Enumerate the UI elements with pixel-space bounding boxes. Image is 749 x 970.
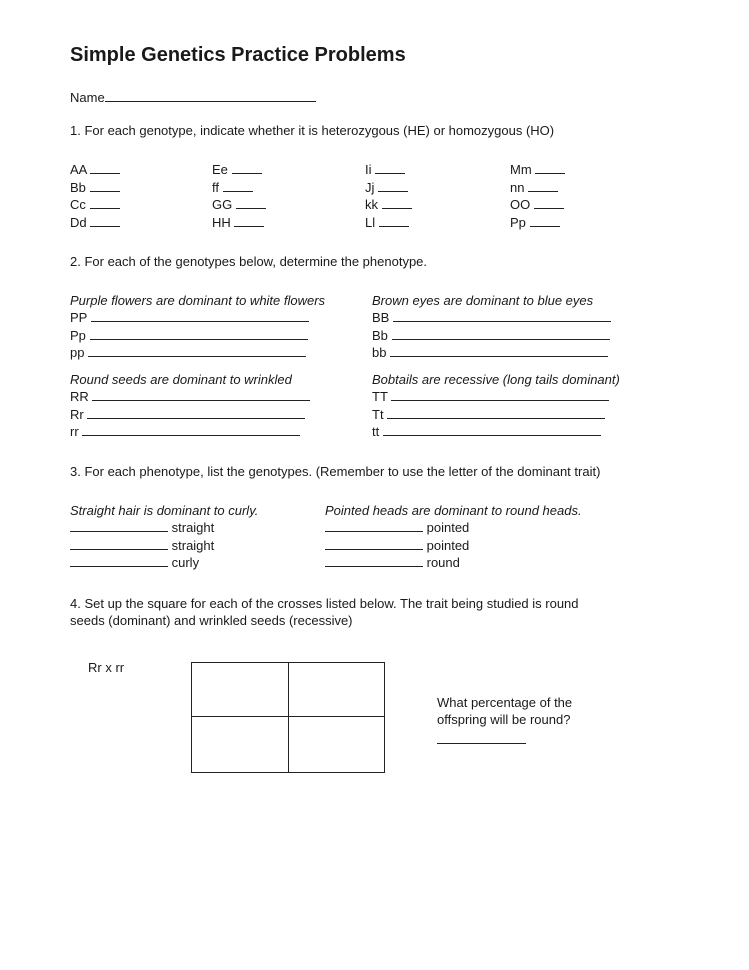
answer-blank[interactable] [392, 327, 610, 340]
genotype-item[interactable] [70, 388, 310, 406]
q3-block-straight-hair [70, 502, 258, 572]
q1-column-3 [365, 161, 412, 231]
punnett-cell[interactable] [289, 663, 384, 716]
answer-blank[interactable] [70, 554, 168, 567]
genotype-label: OO [510, 197, 531, 212]
answer-blank[interactable] [90, 214, 120, 227]
block-heading: Pointed heads are dominant to round heads. [325, 503, 582, 518]
genotype-label: Mm [510, 162, 532, 177]
phenotype-item[interactable] [70, 554, 258, 572]
percentage-question-line-2: offspring will be round? [437, 712, 571, 727]
genotype-item[interactable] [212, 161, 266, 179]
name-blank[interactable] [105, 89, 316, 102]
genotype-item[interactable] [70, 196, 120, 214]
genotype-label: Ii [365, 162, 372, 177]
phenotype-label: pointed [426, 520, 470, 535]
question-1-prompt: 1. For each genotype, indicate whether it is heterozygous (HE) or homozygous (HO) [70, 123, 555, 138]
question-2-prompt: 2. For each of the genotypes below, determine the phenotype. [70, 254, 428, 269]
page-title: Simple Genetics Practice Problems [70, 44, 406, 66]
answer-blank[interactable] [90, 179, 120, 192]
answer-blank[interactable] [236, 196, 266, 209]
genotype-label: PP [70, 310, 88, 325]
q2-block-brown-eyes [372, 292, 611, 362]
genotype-item[interactable] [510, 179, 565, 197]
answer-blank[interactable] [325, 519, 423, 532]
genotype-item[interactable] [365, 214, 412, 232]
genotype-label: TT [372, 389, 388, 404]
answer-blank[interactable] [375, 161, 405, 174]
phenotype-label: straight [171, 520, 215, 535]
answer-blank[interactable] [534, 196, 564, 209]
punnett-cell[interactable] [289, 717, 384, 772]
phenotype-label: curly [171, 555, 200, 570]
cross-label: Rr x rr [88, 660, 125, 675]
answer-blank[interactable] [82, 423, 300, 436]
phenotype-label: straight [171, 537, 215, 553]
genotype-item[interactable] [510, 214, 565, 232]
genotype-item[interactable] [365, 179, 412, 197]
genotype-label: Ll [365, 214, 376, 230]
phenotype-label: pointed [426, 537, 470, 553]
punnett-square [191, 662, 385, 773]
question-4-prompt-line-2: seeds (dominant) and wrinkled seeds (recessive) [70, 613, 353, 628]
answer-blank[interactable] [530, 214, 560, 227]
genotype-label: Bb [70, 179, 86, 195]
q1-column-4 [510, 161, 565, 231]
genotype-item[interactable] [70, 161, 120, 179]
answer-blank[interactable] [382, 196, 412, 209]
genotype-label: ff [212, 179, 219, 195]
genotype-item[interactable] [510, 161, 565, 179]
name-field[interactable] [70, 89, 316, 106]
q2-block-bobtails [372, 371, 620, 441]
genotype-label: BB [372, 310, 390, 325]
answer-blank[interactable] [88, 344, 306, 357]
answer-blank[interactable] [325, 554, 423, 567]
genotype-item[interactable] [212, 196, 266, 214]
answer-blank[interactable] [90, 196, 120, 209]
answer-blank[interactable] [387, 406, 605, 419]
answer-blank[interactable] [383, 423, 601, 436]
answer-blank[interactable] [234, 214, 264, 227]
phenotype-item[interactable] [70, 537, 258, 555]
phenotype-label: round [426, 555, 460, 570]
genotype-item[interactable] [365, 196, 412, 214]
genotype-item[interactable] [70, 179, 120, 197]
genotype-label: Pp [510, 214, 526, 230]
block-heading: Purple flowers are dominant to white flowers [70, 293, 326, 308]
answer-blank[interactable] [70, 537, 168, 550]
percentage-question-line-1: What percentage of the [437, 695, 573, 710]
answer-blank[interactable] [391, 388, 609, 401]
answer-blank[interactable] [528, 179, 558, 192]
genotype-item[interactable] [70, 406, 310, 424]
punnett-cell[interactable] [192, 663, 288, 716]
block-heading: Straight hair is dominant to curly. [70, 503, 259, 518]
genotype-item[interactable] [372, 423, 620, 441]
genotype-item[interactable] [372, 406, 620, 424]
name-label: Name [70, 90, 105, 105]
genotype-label: Bb [372, 327, 388, 343]
answer-blank[interactable] [535, 161, 565, 174]
genotype-item[interactable] [365, 161, 412, 179]
phenotype-item[interactable] [325, 519, 582, 537]
genotype-item[interactable] [212, 214, 266, 232]
answer-blank[interactable] [378, 179, 408, 192]
answer-blank[interactable] [90, 327, 308, 340]
answer-blank[interactable] [325, 537, 423, 550]
answer-blank[interactable] [379, 214, 409, 227]
genotype-label: Jj [365, 179, 375, 195]
genotype-label: Pp [70, 327, 86, 343]
genotype-label: Ee [212, 162, 228, 177]
answer-blank[interactable] [90, 161, 120, 174]
answer-blank[interactable] [393, 309, 611, 322]
genotype-item[interactable] [70, 327, 325, 345]
block-heading: Round seeds are dominant to wrinkled [70, 372, 292, 387]
block-heading: Bobtails are recessive (long tails dominant) [372, 372, 620, 387]
genotype-item[interactable] [510, 196, 565, 214]
genotype-label: rr [70, 424, 79, 439]
genotype-label: Rr [70, 406, 84, 422]
genotype-item[interactable] [372, 327, 611, 345]
phenotype-item[interactable] [70, 519, 258, 537]
answer-blank[interactable] [70, 519, 168, 532]
phenotype-item[interactable] [325, 537, 582, 555]
genotype-label: Dd [70, 214, 87, 230]
genotype-label: Tt [372, 406, 384, 422]
genotype-label: kk [365, 197, 378, 212]
question-4-prompt-line-1: 4. Set up the square for each of the crosses listed below. The trait being studied is round [70, 596, 579, 611]
genotype-label: HH [212, 214, 231, 230]
genotype-item[interactable] [372, 388, 620, 406]
q1-column-2 [212, 161, 266, 231]
question-3-prompt: 3. For each phenotype, list the genotypes. (Remember to use the letter of the dominant trait) [70, 464, 601, 479]
answer-blank[interactable] [91, 309, 309, 322]
genotype-label: RR [70, 389, 89, 404]
genotype-item[interactable] [70, 214, 120, 232]
genotype-label: tt [372, 424, 380, 439]
q2-block-round-seeds [70, 371, 310, 441]
genotype-label: AA [70, 162, 87, 177]
answer-blank[interactable] [437, 731, 526, 744]
answer-blank[interactable] [232, 161, 262, 174]
percentage-answer[interactable] [437, 731, 526, 749]
genotype-item[interactable] [70, 423, 310, 441]
answer-blank[interactable] [87, 406, 305, 419]
genotype-item[interactable] [212, 179, 266, 197]
q3-block-pointed-heads [325, 502, 582, 572]
genotype-label: Cc [70, 197, 86, 212]
phenotype-item[interactable] [325, 554, 582, 572]
answer-blank[interactable] [92, 388, 310, 401]
genotype-item[interactable] [372, 309, 611, 327]
genotype-label: nn [510, 179, 525, 195]
genotype-label: bb [372, 345, 387, 360]
q1-column-1 [70, 161, 120, 231]
genotype-label: GG [212, 197, 233, 212]
genotype-item[interactable] [70, 344, 325, 362]
answer-blank[interactable] [390, 344, 608, 357]
block-heading: Brown eyes are dominant to blue eyes [372, 293, 594, 308]
genotype-item[interactable] [70, 309, 325, 327]
genotype-label: pp [70, 345, 85, 360]
punnett-cell[interactable] [192, 717, 288, 772]
q2-block-purple-flowers [70, 292, 325, 362]
genotype-item[interactable] [372, 344, 611, 362]
answer-blank[interactable] [223, 179, 253, 192]
